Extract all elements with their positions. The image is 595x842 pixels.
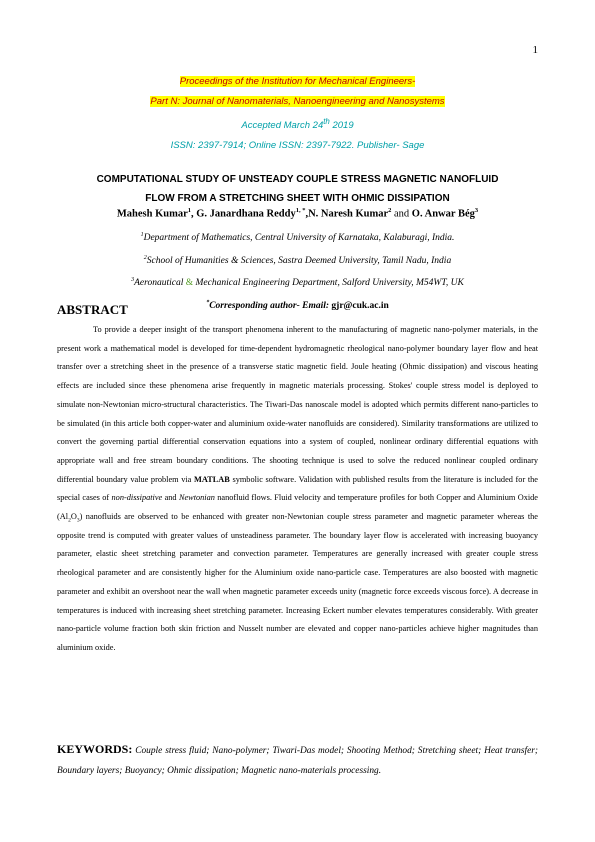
author-affil-sup: 1, * bbox=[295, 207, 306, 214]
abstract-heading: ABSTRACT bbox=[57, 302, 128, 317]
author-name: G. Janardhana Reddy bbox=[196, 208, 296, 220]
affiliation-1: $^1$Department of Mathematics, Central University of Karnataka, Kalaburagi, India. bbox=[140, 232, 455, 244]
keywords-label: KEYWORDS: bbox=[57, 742, 133, 756]
corresponding-author: *Corresponding author- Email: gjr@cuk.ac.in bbox=[206, 299, 389, 312]
keywords-text: Couple stress fluid; Nano-polymer; Tiwari-Das model; Shooting Method; Stretching sheet; Heat transfer; Boundary layers; Buoyancy; Ohmic dissipation; Magnetic nano-materials processing. bbox=[57, 746, 539, 776]
paper-title bbox=[60, 170, 535, 208]
paper-title-line-2: FLOW FROM A STRETCHING SHEET WITH OHMIC DISSIPATION bbox=[145, 193, 450, 204]
paper-title-line-1: COMPUTATIONAL STUDY OF UNSTEADY COUPLE STRESS MAGNETIC NANOFLUID bbox=[96, 174, 499, 185]
abstract-body: To provide a deeper insight of the transport phenomena inherent to the manufacturing of magnetic nano-polymer materials, in the present work a mathematical model is developed for time-dependent hydromagnetic rheological nano-polymer boundary layer flow and heat transfer over a stretching sheet in the presence of a transverse static magnetic field. Joule heating (Ohmic dissipation) and viscous heating effects are included since these phenomena arise frequently in magnetic materials processing. Stokes' couple stress model is deployed to simulate non-Newtonian micro-structural characteristics. The Tiwari-Das nanoscale model is adopted which permits different nano-particles to be simulated (in this article both copper-water and aluminium oxide-water nanofluids are considered). Similarity transformations are utilized to convert the governing partial differential conservation equations into a system of coupled, nonlinear ordinary differential equations with appropriate wall and free stream boundary conditions. The shooting technique is used to solve the reduced nonlinear coupled ordinary differential boundary value problem via MATLAB symbolic software. Validation with published results from the literature is included for the special cases of non-dissipative and Newtonian nanofluid flows. Fluid velocity and temperature profiles for both Copper and Aluminium Oxide $(Al_2O_3)$ nanofluids are observed to be enhanced with greater non-Newtonian couple stress parameter and magnetic parameter whereas the opposite trend is computed with greater values of unsteadiness parameter. The boundary layer flow is accelerated with increasing buoyancy parameter, elastic sheet stretching parameter and convection parameter. Temperatures are generally increased with greater couple stress rheological parameter and are consistently higher for the Aluminium oxide nano-particle case. Temperatures are also boosted with magnetic parameter and exhibit an overshoot near the wall when magnetic parameter exceeds unity (magnetic force exceeds viscous force). A decrease in temperatures is induced with increasing sheet stretching parameter. Increasing Eckert number elevates temperatures considerably. With greater nano-particle volume fraction both skin friction and Nusselt number are elevated and copper nano-particles achieve higher magnitudes than aluminium oxide. bbox=[57, 325, 538, 652]
author-affil-sup: 2 bbox=[388, 207, 392, 214]
author-name: Mahesh Kumar bbox=[116, 208, 188, 220]
issn-line: ISSN: 2397-7914; Online ISSN: 2397-7922. Publisher- Sage bbox=[170, 140, 425, 152]
author-name: N. Naresh Kumar bbox=[308, 208, 389, 220]
author-name: O. Anwar Bég bbox=[411, 208, 475, 220]
author-affil-sup: 1 bbox=[187, 207, 191, 214]
affiliation-3: $^3$Aeronautical & Mechanical Engineering Department, Salford University, M54WT, UK bbox=[131, 277, 464, 289]
authors-and: and bbox=[393, 208, 410, 220]
matlab-term: MATLAB bbox=[194, 474, 230, 484]
corresponding-email: gjr@cuk.ac.in bbox=[331, 301, 389, 312]
accepted-date: Accepted March 24th 2019 bbox=[241, 117, 354, 132]
journal-header bbox=[0, 72, 595, 156]
journal-name-line-1: Proceedings of the Institution for Mechanical Engineers- bbox=[179, 76, 416, 87]
author-list: Mahesh Kumar$^1$, G. Janardhana Reddy$^{1, *}$,N. Naresh Kumar$^2$ and O. Anwar Bég$^3$ bbox=[116, 207, 479, 220]
author-affil-sup: 3 bbox=[474, 207, 479, 214]
page-number: 1 bbox=[532, 44, 538, 56]
keywords bbox=[57, 739, 538, 781]
affiliation-2: $^2$School of Humanities & Sciences, Sastra Deemed University, Tamil Nadu, India bbox=[143, 254, 452, 266]
journal-name-line-2: Part N: Journal of Nanomaterials, Nanoengineering and Nanosystems bbox=[150, 96, 445, 107]
